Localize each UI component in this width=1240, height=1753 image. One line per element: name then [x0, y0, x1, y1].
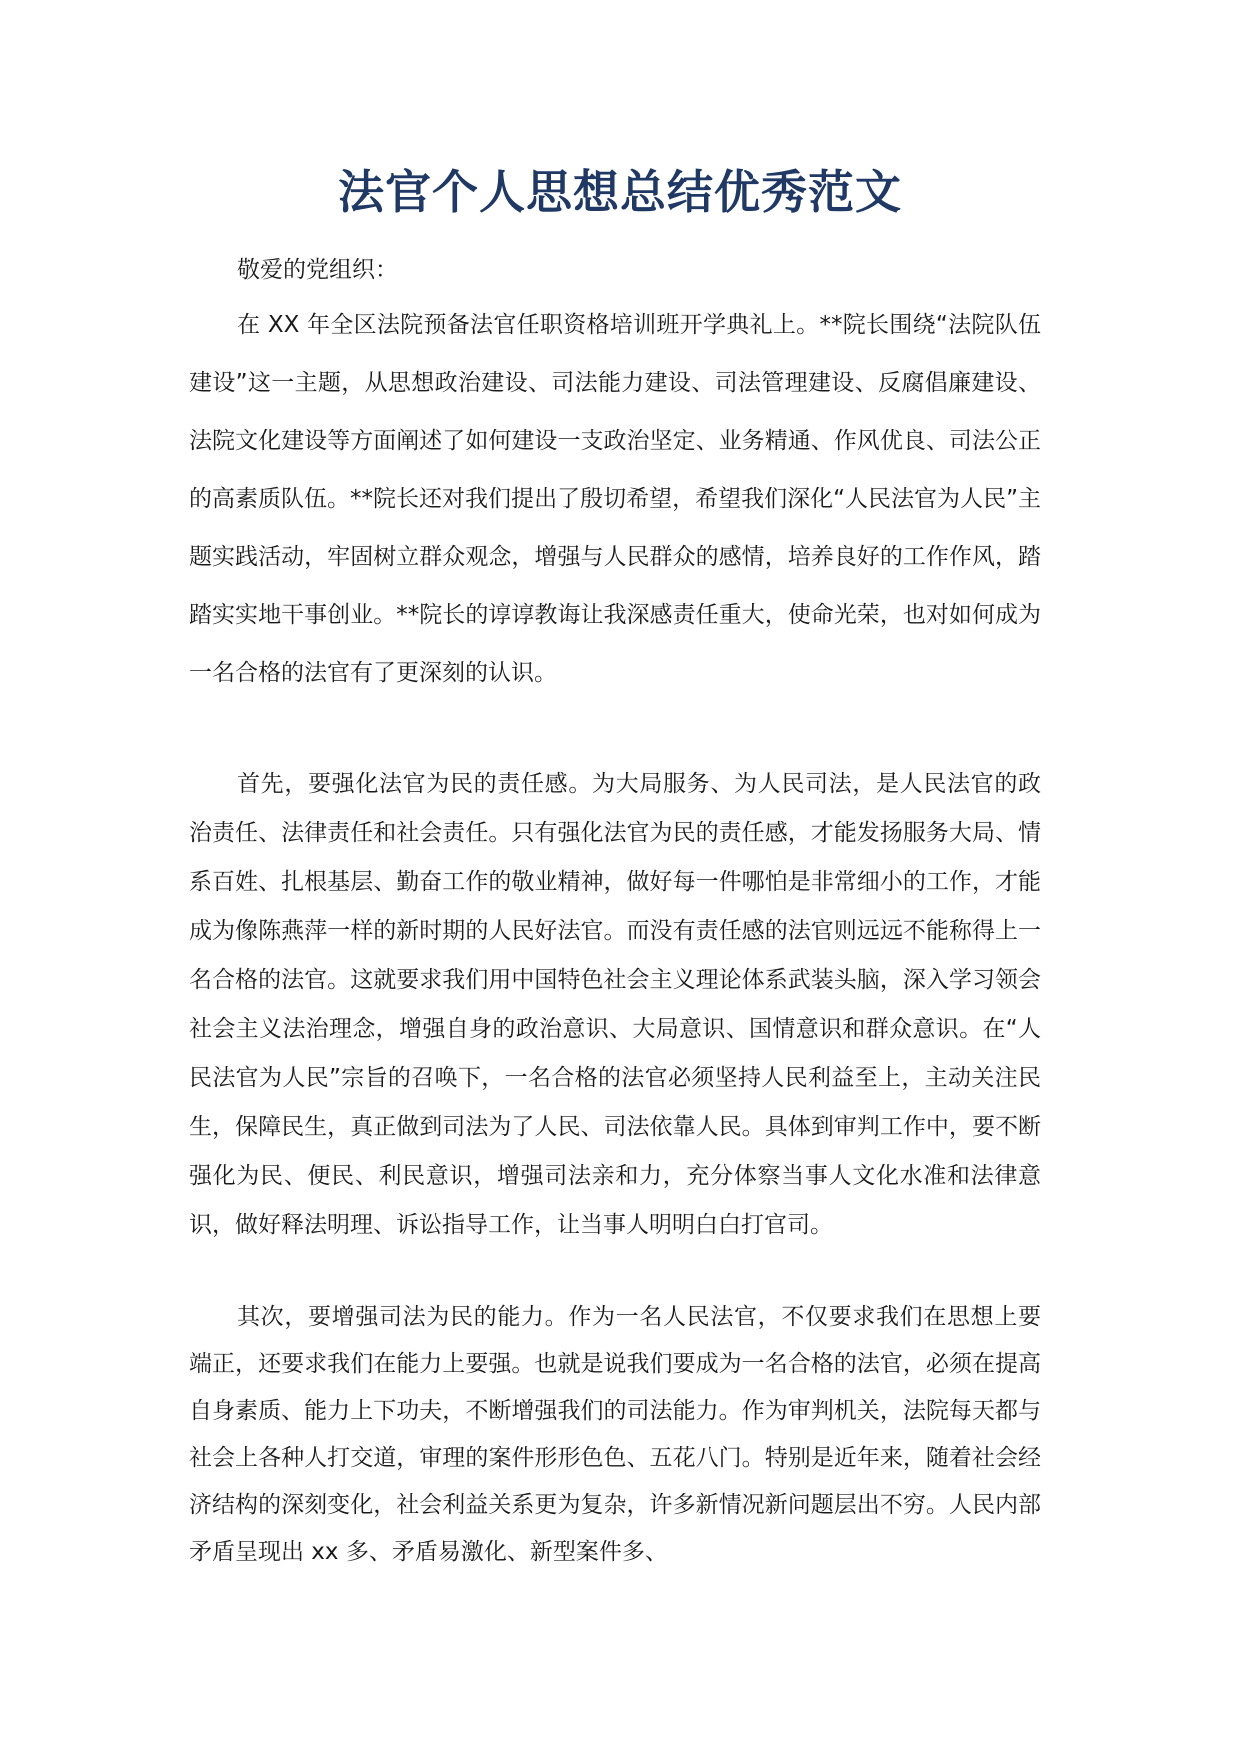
- paragraph-2: 首先，要强化法官为民的责任感。为大局服务、为人民司法，是人民法官的政治责任、法律责任和社会责任。只有强化法官为民的责任感，才能发扬服务大局、情系百姓、扎根基层、勤奋工作的敬业精神，做好每一件哪怕是非常细小的工作，才能成为像陈燕萍一样的新时期的人民好法官。而没有责任感的法官则远远不能称得上一名合格的法官。这就要求我们用中国特色社会主义理论体系武装头脑，深入学习领会社会主义法治理念，增强自身的政治意识、大局意识、国情意识和群众意识。在“人民法官为人民”宗旨的召唤下，一名合格的法官必须坚持人民利益至上，主动关注民生，保障民生，真正做到司法为了人民、司法依靠人民。具体到审判工作中，要不断强化为民、便民、利民意识，增强司法亲和力，充分体察当事人文化水准和法律意识，做好释法明理、诉讼指导工作，让当事人明明白白打官司。: [189, 771, 1041, 1238]
- paragraph-3: 其次，要增强司法为民的能力。作为一名人民法官，不仅要求我们在思想上要端正，还要求我们在能力上要强。也就是说我们要成为一名合格的法官，必须在提高自身素质、能力上下功夫，不断增强我们的司法能力。作为审判机关，法院每天都与社会上各种人打交道，审理的案件形形色色、五花八门。特别是近年来，随着社会经济结构的深刻变化，社会利益关系更为复杂，许多新情况新问题层出不穷。人民内部矛盾呈现出 xx 多、矛盾易激化、新型案件多、: [189, 1304, 1041, 1565]
- salutation: 敬爱的党组织：: [237, 257, 398, 283]
- paragraph-1: 在 XX 年全区法院预备法官任职资格培训班开学典礼上。**院长围绕“法院队伍建设”这一主题，从思想政治建设、司法能力建设、司法管理建设、反腐倡廉建设、法院文化建设等方面阐述了如何建设一支政治坚定、业务精通、作风优良、司法公正的高素质队伍。**院长还对我们提出了殷切希望，希望我们深化“人民法官为人民”主题实践活动，牢固树立群众观念，增强与人民群众的感情，培养良好的工作作风，踏踏实实地干事创业。**院长的谆谆教诲让我深感责任重大，使命光荣，也对如何成为一名合格的法官有了更深刻的认识。: [189, 312, 1041, 686]
- document-title: 法官个人思想总结优秀范文: [338, 165, 902, 219]
